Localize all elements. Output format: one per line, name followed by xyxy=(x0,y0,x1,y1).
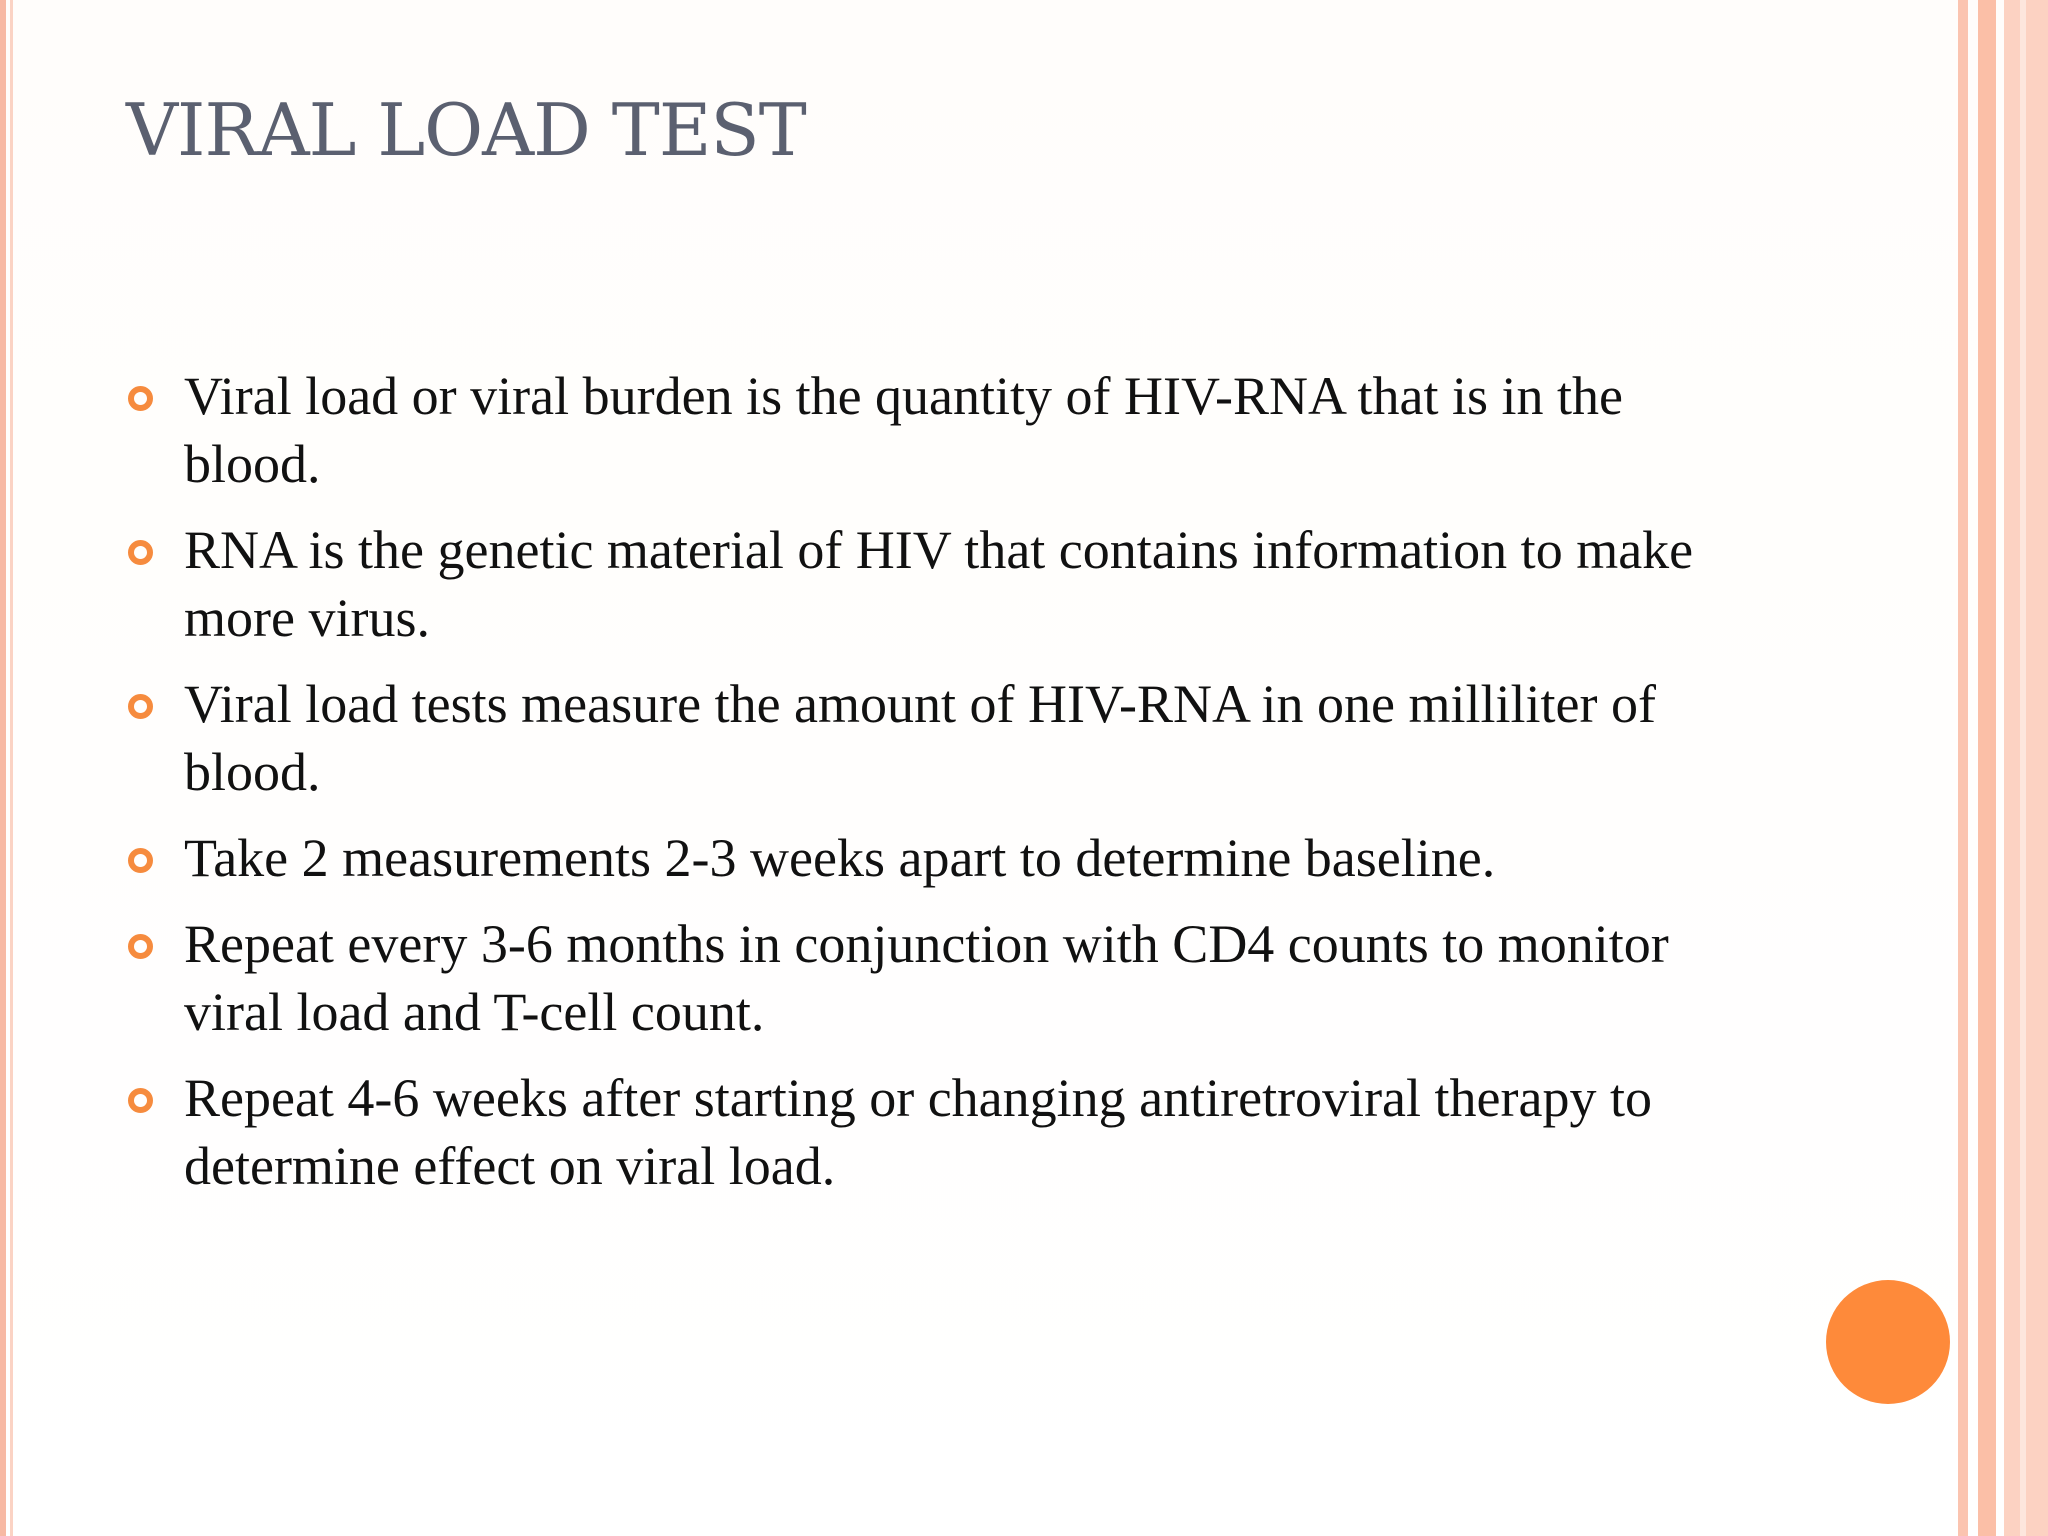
bullet-text: Repeat 4-6 weeks after starting or changing antiretroviral therapy to determine effect on viral load. xyxy=(184,1068,1652,1196)
decorative-orange-circle xyxy=(1826,1280,1950,1404)
hollow-circle-icon xyxy=(128,694,153,719)
hollow-circle-icon xyxy=(128,848,153,873)
bullet-text: Take 2 measurements 2-3 weeks apart to determine baseline. xyxy=(184,828,1496,888)
right-border-stripe-middle xyxy=(1978,0,1996,1536)
hollow-circle-icon xyxy=(128,1088,153,1113)
bullet-text: Viral load tests measure the amount of HIV-RNA in one milliliter of blood. xyxy=(184,674,1656,802)
bullet-list xyxy=(126,362,1766,1218)
bullet-item xyxy=(126,670,1766,806)
bullet-item xyxy=(126,362,1766,498)
bullet-text: RNA is the genetic material of HIV that contains information to make more virus. xyxy=(184,520,1694,648)
bullet-item xyxy=(126,824,1766,892)
hollow-circle-icon xyxy=(128,540,153,565)
hollow-circle-icon xyxy=(128,934,153,959)
right-border-stripe xyxy=(1958,0,1968,1536)
right-border-stripe-gap xyxy=(2020,0,2026,1536)
left-border-stripe xyxy=(0,0,6,1536)
right-border-stripe-outer xyxy=(2004,0,2048,1536)
left-border-stripe-inner xyxy=(10,0,13,1536)
bullet-item xyxy=(126,910,1766,1046)
hollow-circle-icon xyxy=(128,386,153,411)
bullet-item xyxy=(126,1064,1766,1200)
bullet-item xyxy=(126,516,1766,652)
slide-title: VIRAL LOAD TEST xyxy=(126,88,806,172)
bullet-text: Repeat every 3-6 months in conjunction with CD4 counts to monitor viral load and T-cell count. xyxy=(184,914,1669,1042)
bullet-text: Viral load or viral burden is the quantity of HIV-RNA that is in the blood. xyxy=(184,366,1624,494)
